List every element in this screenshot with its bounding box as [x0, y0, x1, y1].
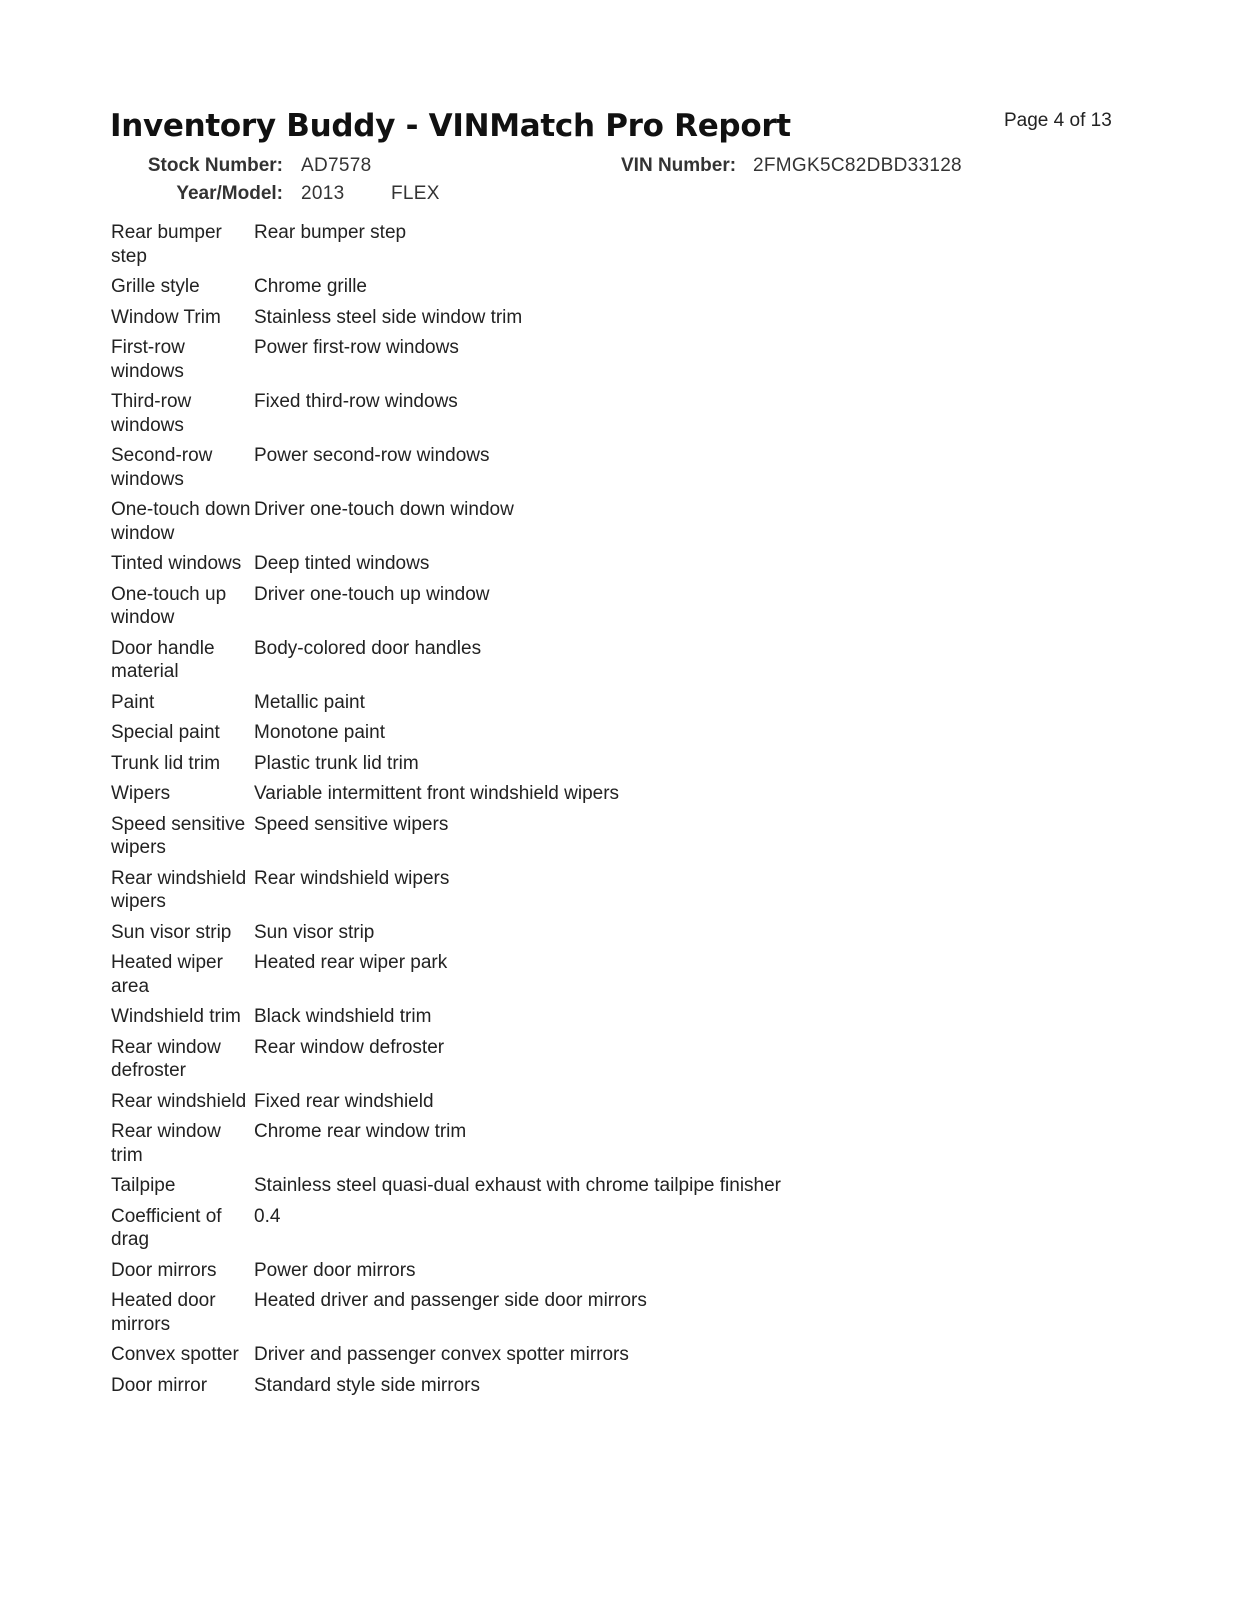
spec-value: Variable intermittent front windshield wipers — [254, 783, 620, 804]
spec-value: Monotone paint — [254, 722, 385, 743]
spec-label: One-touch up window — [111, 583, 227, 628]
spec-value: Driver one-touch down window — [254, 499, 514, 520]
spec-label: Rear bumper step — [111, 222, 222, 267]
spec-label: Second-row windows — [111, 445, 213, 490]
spec-value: Fixed rear windshield — [254, 1090, 434, 1112]
spec-label: Trunk lid trim — [111, 752, 221, 774]
spec-label: Tailpipe — [111, 1175, 176, 1196]
spec-label: Speed sensitive wipers — [111, 813, 246, 858]
spec-value: 0.4 — [254, 1205, 281, 1227]
spec-row — [111, 1259, 1011, 1283]
spec-label: Rear windshield wipers — [111, 867, 247, 912]
spec-row — [111, 1090, 1011, 1114]
spec-value: Stainless steel quasi-dual exhaust with chrome tailpipe finisher — [254, 1175, 781, 1196]
spec-label: Grille style — [111, 276, 200, 297]
spec-list — [111, 221, 1011, 1404]
stock-number-label: Stock Number: — [147, 155, 283, 176]
spec-label: Window Trim — [111, 306, 221, 328]
spec-row — [111, 921, 1011, 945]
spec-row — [111, 1343, 1011, 1367]
spec-value: Driver one-touch up window — [254, 583, 490, 605]
spec-row — [111, 221, 1011, 268]
spec-label: Convex spotter — [111, 1344, 239, 1365]
spec-value: Rear window defroster — [254, 1036, 445, 1058]
spec-row — [111, 444, 1011, 491]
spec-row — [111, 951, 1011, 998]
spec-value: Power first-row windows — [254, 337, 459, 358]
spec-row — [111, 867, 1011, 914]
spec-label: Door handle material — [111, 637, 215, 682]
spec-value: Chrome grille — [254, 276, 367, 297]
report-title: Inventory Buddy - VINMatch Pro Report — [110, 108, 791, 144]
spec-label: Third-row windows — [111, 391, 192, 436]
spec-value: Standard style side mirrors — [254, 1374, 480, 1396]
spec-value: Fixed third-row windows — [254, 391, 458, 412]
spec-label: Rear window defroster — [111, 1036, 221, 1081]
spec-label: Heated wiper area — [111, 952, 223, 997]
spec-value: Power second-row windows — [254, 445, 490, 466]
spec-row — [111, 637, 1011, 684]
spec-value: Power door mirrors — [254, 1259, 416, 1281]
spec-value: Heated rear wiper park — [254, 952, 448, 973]
spec-label: First-row windows — [111, 337, 185, 382]
spec-value: Chrome rear window trim — [254, 1121, 467, 1142]
spec-label: Rear window trim — [111, 1121, 221, 1166]
spec-label: Heated door mirrors — [111, 1290, 216, 1335]
spec-row — [111, 752, 1011, 776]
spec-value: Rear bumper step — [254, 222, 407, 243]
spec-row — [111, 336, 1011, 383]
spec-label: Door mirrors — [111, 1259, 217, 1281]
spec-row — [111, 813, 1011, 860]
model-value: FLEX — [391, 183, 440, 204]
spec-row — [111, 1205, 1011, 1252]
spec-row — [111, 691, 1011, 715]
spec-row — [111, 1174, 1011, 1198]
spec-label: Rear windshield — [111, 1090, 247, 1112]
spec-row — [111, 721, 1011, 745]
spec-row — [111, 1036, 1011, 1083]
vin-number-label: VIN Number: — [621, 155, 737, 176]
spec-label: Paint — [111, 691, 155, 713]
spec-row — [111, 275, 1011, 299]
spec-value: Black windshield trim — [254, 1006, 432, 1027]
spec-label: One-touch down window — [111, 499, 251, 544]
spec-label: Sun visor strip — [111, 921, 232, 943]
spec-value: Body-colored door handles — [254, 637, 482, 659]
spec-row — [111, 552, 1011, 576]
spec-row — [111, 498, 1011, 545]
spec-label: Special paint — [111, 722, 220, 743]
year-value: 2013 — [301, 183, 345, 204]
spec-row — [111, 1120, 1011, 1167]
spec-row — [111, 1289, 1011, 1336]
spec-value: Heated driver and passenger side door mirrors — [254, 1290, 647, 1311]
spec-row — [111, 390, 1011, 437]
spec-value: Stainless steel side window trim — [254, 306, 523, 328]
spec-value: Speed sensitive wipers — [254, 813, 449, 835]
spec-value: Driver and passenger convex spotter mirrors — [254, 1344, 629, 1365]
stock-number-value: AD7578 — [301, 155, 372, 176]
spec-row — [111, 782, 1011, 806]
spec-row — [111, 1374, 1011, 1398]
spec-value: Sun visor strip — [254, 921, 375, 943]
spec-label: Tinted windows — [111, 553, 242, 574]
spec-label: Wipers — [111, 783, 171, 804]
year-model-label: Year/Model: — [176, 183, 283, 204]
spec-row — [111, 1005, 1011, 1029]
spec-value: Plastic trunk lid trim — [254, 752, 419, 774]
spec-label: Windshield trim — [111, 1006, 241, 1027]
spec-row — [111, 583, 1011, 630]
spec-value: Metallic paint — [254, 691, 365, 713]
spec-value: Rear windshield wipers — [254, 867, 450, 889]
spec-value: Deep tinted windows — [254, 553, 430, 574]
spec-label: Door mirror — [111, 1374, 208, 1396]
spec-label: Coefficient of drag — [111, 1205, 222, 1250]
vin-number-value: 2FMGK5C82DBD33128 — [753, 155, 962, 176]
page-number: Page 4 of 13 — [1004, 110, 1112, 131]
spec-row — [111, 306, 1011, 330]
